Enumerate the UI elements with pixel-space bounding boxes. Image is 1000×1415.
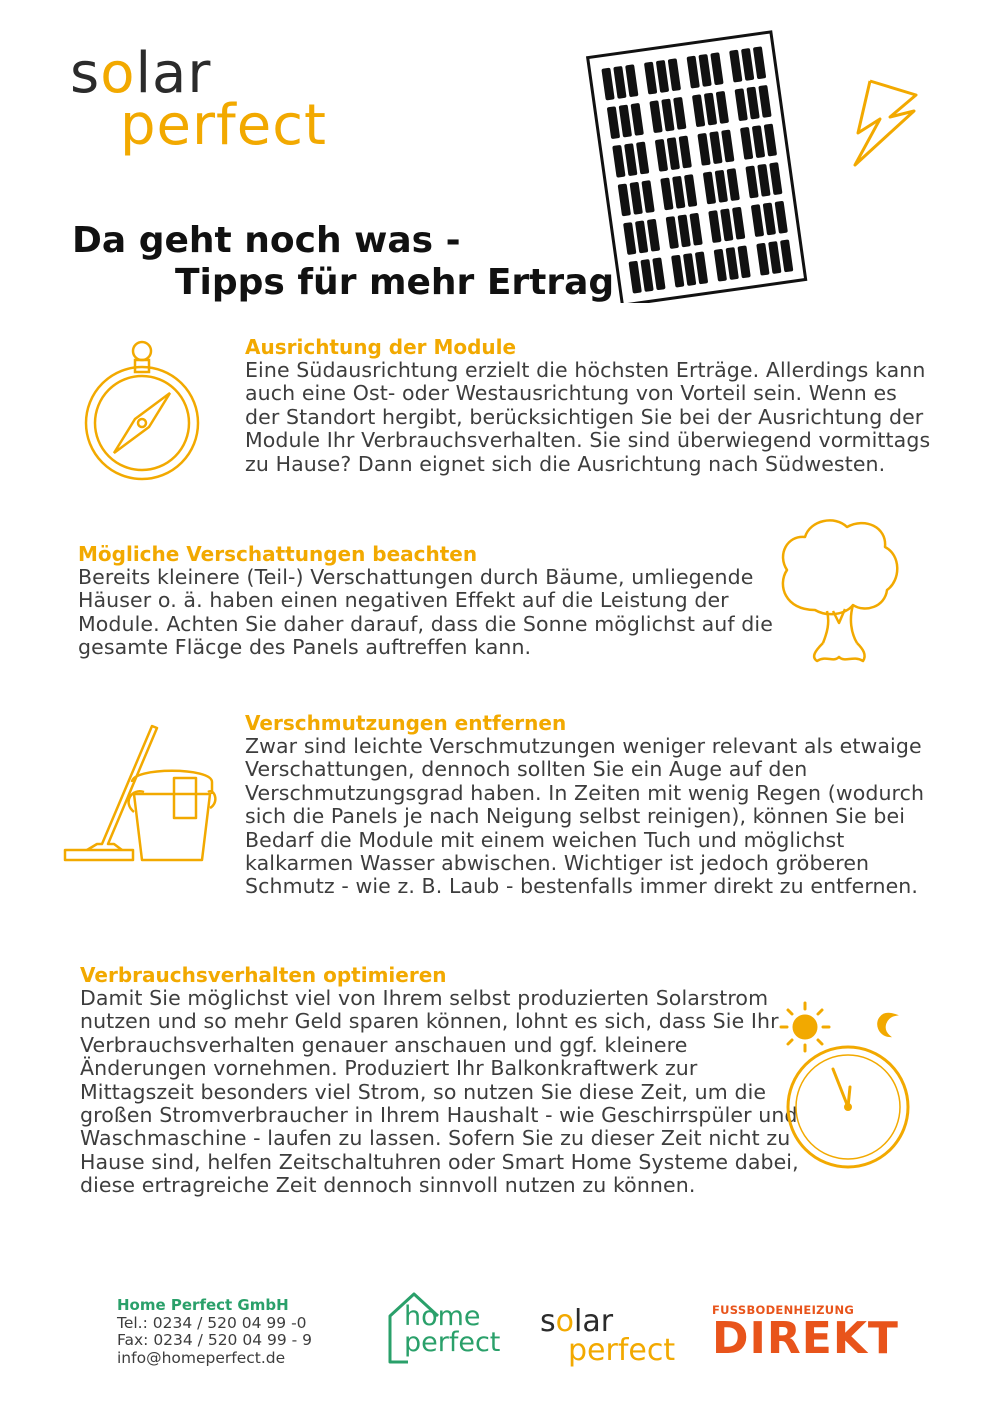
section-body: Zwar sind leichte Verschmutzungen weniger relevant als etwaige Verschattungen, dennoch sollten Sie ein Auge auf den Verschmutzungsgrad haben. In Zeiten mit wenig Regen (wodurch sich die Panels je nach Neigung selbst reinigen), können Sie bei Bedarf die Module mit einem weichen Tuch und möglichst kalkarmen Wasser abwischen. Wichtiger ist jedoch gröberen Schmutz - wie z. B. Laub - bestenfalls immer direkt zu entfernen. xyxy=(245,734,925,899)
section-verbrauchsverhalten xyxy=(80,963,800,1198)
email: info@homeperfect.de xyxy=(117,1348,286,1367)
solar-perfect-logo: solar perfect xyxy=(70,41,327,158)
section-verschattungen xyxy=(78,542,798,660)
section-body: Eine Südausrichtung erzielt die höchsten Erträge. Allerdings kann auch eine Ost- oder Westausrichtung von Vorteil sein. Wenn es der Standort hergibt, berücksichtigen Sie bei der Ausrichtung der Module Ihr Verbrauchsverhalten. Sie sind überwiegend vormittags zu Hause? Dann eignet sich die Ausrichtung nach Südwesten. xyxy=(245,358,931,476)
headline-line1: Da geht noch was - xyxy=(72,220,461,261)
section-verschmutzungen xyxy=(245,711,945,899)
mop-bucket-icon xyxy=(62,722,217,867)
clock-sun-moon-icon xyxy=(775,995,915,1180)
company-name: Home Perfect GmbH xyxy=(117,1296,289,1314)
headline-line2: Tipps für mehr Ertrag xyxy=(175,262,615,303)
section-title: Verbrauchsverhalten optimieren xyxy=(80,963,447,987)
section-body: Damit Sie möglichst viel von Ihrem selbst produzierten Solarstrom nutzen und so mehr Geld sparen können, lohnt es sich, dass Sie Ihr Verbrauchsverhalten genauer anschauen und ggf. kleinere Änderungen vornehmen. Produziert Ihr Balkonkraftwerk zur Mittagszeit besonders viel Strom, so nutzen Sie diese Zeit, um die großen Stromverbraucher in Ihrem Haushalt - wie Geschirrspüler und Waschmaschine - laufen zu lassen. Sofern Sie zu dieser Zeit nicht zu Hause sind, helfen Zeitschaltuhren oder Smart Home Systeme dabei, diese ertragreiche Zeit dennoch sinnvoll nutzen zu können. xyxy=(80,986,799,1198)
fussbodenheizung-direkt-logo: FUSSBODENHEIZUNG DIREKT xyxy=(712,1303,899,1364)
section-title: Verschmutzungen entfernen xyxy=(245,711,567,735)
fax: Fax: 0234 / 520 04 99 - 9 xyxy=(117,1331,313,1349)
footer-contact xyxy=(117,1297,312,1367)
section-title: Ausrichtung der Module xyxy=(245,335,517,359)
solar-perfect-small-logo: solar perfect xyxy=(540,1304,676,1368)
tree-icon xyxy=(775,515,905,670)
compass-icon xyxy=(80,335,200,485)
lightning-icon xyxy=(850,75,925,170)
section-body: Bereits kleinere (Teil-) Verschattungen durch Bäume, umliegende Häuser o. ä. haben einen negativen Effekt auf die Leistung der Module. Achten Sie daher darauf, dass die Sonne möglichst auf die gesamte Fläcge des Panels auftreffen kann. xyxy=(78,565,773,660)
solar-panel-icon xyxy=(585,18,815,303)
home-perfect-logo: home perfect xyxy=(386,1290,516,1365)
section-title: Mögliche Verschattungen beachten xyxy=(78,542,478,566)
phone: Tel.: 0234 / 520 04 99 -0 xyxy=(117,1313,307,1332)
section-ausrichtung xyxy=(245,335,935,476)
